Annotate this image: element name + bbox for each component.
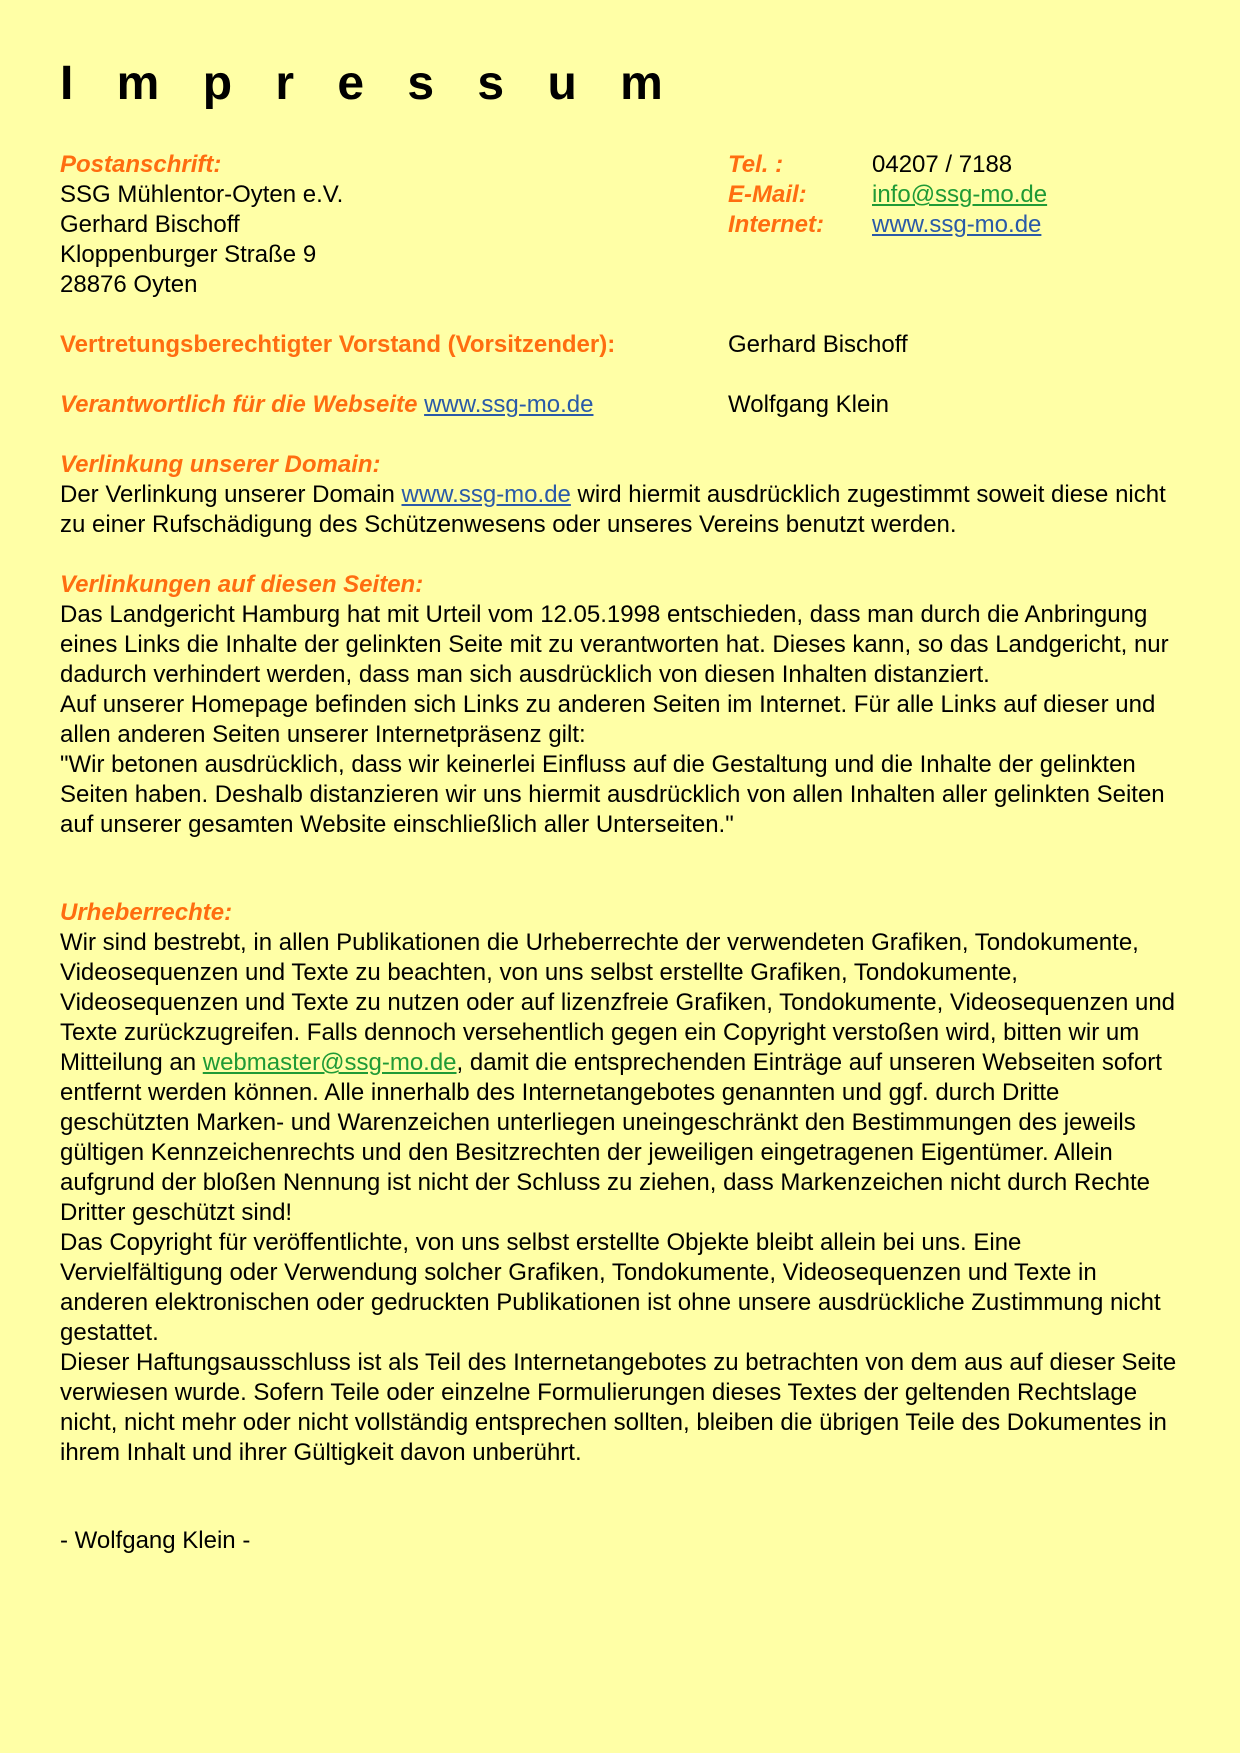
copyright-section [60,898,1190,1468]
internet-label: Internet: [728,211,824,238]
domain-linking-section [60,450,1190,540]
postal-address-block [60,150,660,300]
external-links-paragraph: Auf unserer Homepage befinden sich Links zu anderen Seiten im Internet. Für alle Links auf dieser und allen anderen Seiten unserer Internetpräsenz gilt: [60,691,1156,748]
responsible-value: Wolfgang Klein [728,391,889,418]
copyright-paragraph: Wir sind bestrebt, in allen Publikationen die Urheberrechte der verwendeten Grafiken, Tondokumente, Videosequenzen und Texte zu beachten, von uns selbst erstellte Grafiken, Tondokumente, Videosequenzen und Texte zu nutzen oder auf lizenzfreie Grafiken, Tondokumente, Videosequenzen und Texte zurückzugreifen. Falls dennoch versehentlich gegen ein Copyright verstoßen wird, bitten wir um Mitteilung an webmaster@ssg-mo.de, damit die entsprechenden Einträge auf unseren Webseiten sofort entfernt werden können. Alle innerhalb des Internetangebotes genannten und ggf. durch Dritte geschützten Marken- und Warenzeichen unterliegen uneingeschränkt den Bestimmungen des jeweils gültigen Kennzeichenrechts und den Besitzrechten der jeweiligen eingetragenen Eigentümer. Allein aufgrund der bloßen Nennung ist nicht der Schluss zu ziehen, dass Markenzeichen nicht durch Rechte Dritter geschützt sind! [60,929,1176,1226]
contact-block [728,150,1188,240]
email-link[interactable]: info@ssg-mo.de [872,181,1048,208]
contact-row-tel [728,150,1188,180]
domain-linking-heading: Verlinkung unserer Domain: [60,451,381,478]
address-line: SSG Mühlentor-Oyten e.V. [60,181,344,208]
copyright-heading: Urheberrechte: [60,899,233,926]
board-label: Vertretungsberechtigter Vorstand (Vorsitzender): [60,331,616,358]
contact-row-internet [728,210,1188,240]
address-line: Kloppenburger Straße 9 [60,241,317,268]
domain-link[interactable]: www.ssg-mo.de [401,481,571,508]
responsible-website-link[interactable]: www.ssg-mo.de [424,391,594,418]
tel-label: Tel. : [728,151,784,178]
copyright-paragraph: Das Copyright für veröffentlichte, von uns selbst erstellte Objekte bleibt allein bei uns. Eine Vervielfältigung oder Verwendung solcher Grafiken, Tondokumente, Videosequenzen und Texte in anderen elektronischen oder gedruckten Publikationen ist ohne unsere ausdrückliche Zustimmung nicht gestattet. [60,1229,1161,1346]
copyright-paragraph: Dieser Haftungsausschluss ist als Teil des Internetangebotes zu betrachten von dem aus auf dieser Seite verwiesen wurde. Sofern Teile oder einzelne Formulierungen dieses Textes der geltenden Rechtslage nicht, nicht mehr oder nicht vollständig entsprechen sollten, bleiben die übrigen Teile des Dokumentes in ihrem Inhalt und ihrer Gültigkeit davon unberührt. [60,1349,1177,1466]
board-row [60,330,1190,360]
domain-linking-text: Der Verlinkung unserer Domain www.ssg-mo.de wird hiermit ausdrücklich zugestimmt soweit diese nicht zu einer Rufschädigung des Schützenwesens oder unseres Vereins benutzt werden. [60,481,1166,538]
responsible-row [60,390,1190,420]
address-line: Gerhard Bischoff [60,211,240,238]
external-links-section [60,570,1190,840]
external-links-heading: Verlinkungen auf diesen Seiten: [60,571,424,598]
external-links-quote: "Wir betonen ausdrücklich, dass wir keinerlei Einfluss auf die Gestaltung und die Inhalte der gelinkten Seiten haben. Deshalb distanzieren wir uns hiermit ausdrücklich von allen Inhalten aller gelinkten Seiten auf unserer gesamten Website einschließlich aller Unterseiten." [60,751,1165,838]
email-label: E-Mail: [728,181,807,208]
external-links-paragraph: Das Landgericht Hamburg hat mit Urteil vom 12.05.1998 entschieden, dass man durch die Anbringung eines Links die Inhalte der gelinkten Seite mit zu verantworten hat. Dieses kann, so das Landgericht, nur dadurch verhindert werden, dass man sich ausdrücklich von diesen Inhalten distanziert. [60,601,1169,688]
signature: - Wolfgang Klein - [60,1527,251,1554]
responsible-label: Verantwortlich für die Webseite [60,391,418,418]
address-line: 28876 Oyten [60,271,198,298]
webmaster-email-link[interactable]: webmaster@ssg-mo.de [202,1049,457,1076]
postal-address-heading: Postanschrift: [60,151,222,178]
board-value: Gerhard Bischoff [728,331,908,358]
internet-link[interactable]: www.ssg-mo.de [872,211,1042,238]
tel-value: 04207 / 7188 [872,151,1013,178]
contact-row-email [728,180,1188,210]
page-title: I m p r e s s u m [60,57,678,110]
